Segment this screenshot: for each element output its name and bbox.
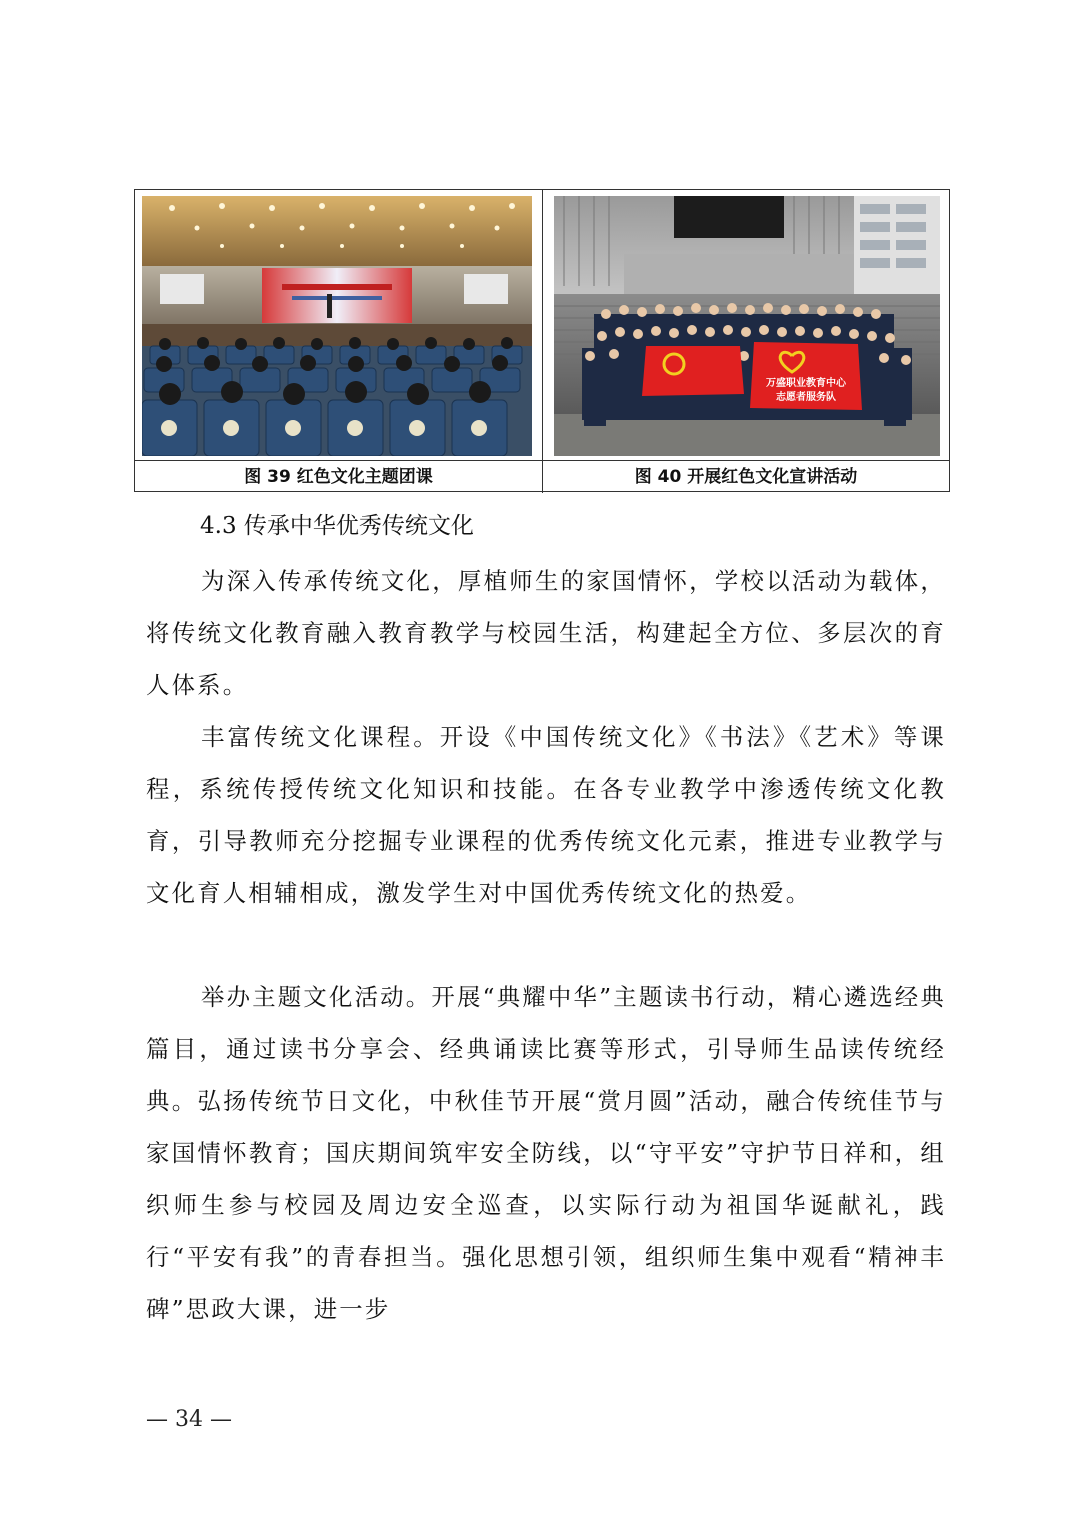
paragraph: 举办主题文化活动。开展“典耀中华”主题读书行动，精心遴选经典篇目，通过读书分享会、经典诵读比赛等形式，引导师生品读传统经典。弘扬传统节日文化，中秋佳节开展“赏月圆”活动，融合传统佳节与家国情怀教育；国庆期间筑牢安全防线，以“守平安”守护节日祥和，组织师生参与校园及周边安全巡查，以实际行动为祖国华诞献礼，践行“平安有我”的青春担当。强化思想引领，组织师生集中观看“精神丰碑”思政大课，进一步 <box>146 983 946 1323</box>
figure-40 <box>543 190 949 493</box>
caption-divider <box>135 460 542 461</box>
figure-caption: 图 40 开展红色文化宣讲活动 <box>634 467 858 487</box>
figure-table <box>134 189 950 492</box>
paragraph: 丰富传统文化课程。开设《中国传统文化》《书法》《艺术》等课程，系统传授传统文化知识和技能。在各专业教学中渗透传统文化教育，引导教师充分挖掘专业课程的优秀传统文化元素，推进专业教学与文化育人相辅相成，激发学生对中国优秀传统文化的热爱。 <box>146 723 946 907</box>
page-number: — 34 — <box>146 1407 232 1432</box>
group-photo <box>554 196 940 456</box>
paragraph: 为深入传承传统文化，厚植师生的家国情怀，学校以活动为载体，将传统文化教育融入教育教学与校园生活，构建起全方位、多层次的育人体系。 <box>146 567 946 699</box>
figure-caption: 图 39 红色文化主题团课 <box>244 467 433 487</box>
section-heading: 4.3 传承中华优秀传统文化 <box>200 513 474 539</box>
classroom-photo <box>142 196 532 456</box>
banner-line-1: 万盛职业教育中心 <box>766 378 846 389</box>
figure-39 <box>135 190 543 493</box>
caption-divider <box>543 460 949 461</box>
banner-line-2: 志愿者服务队 <box>776 392 836 403</box>
